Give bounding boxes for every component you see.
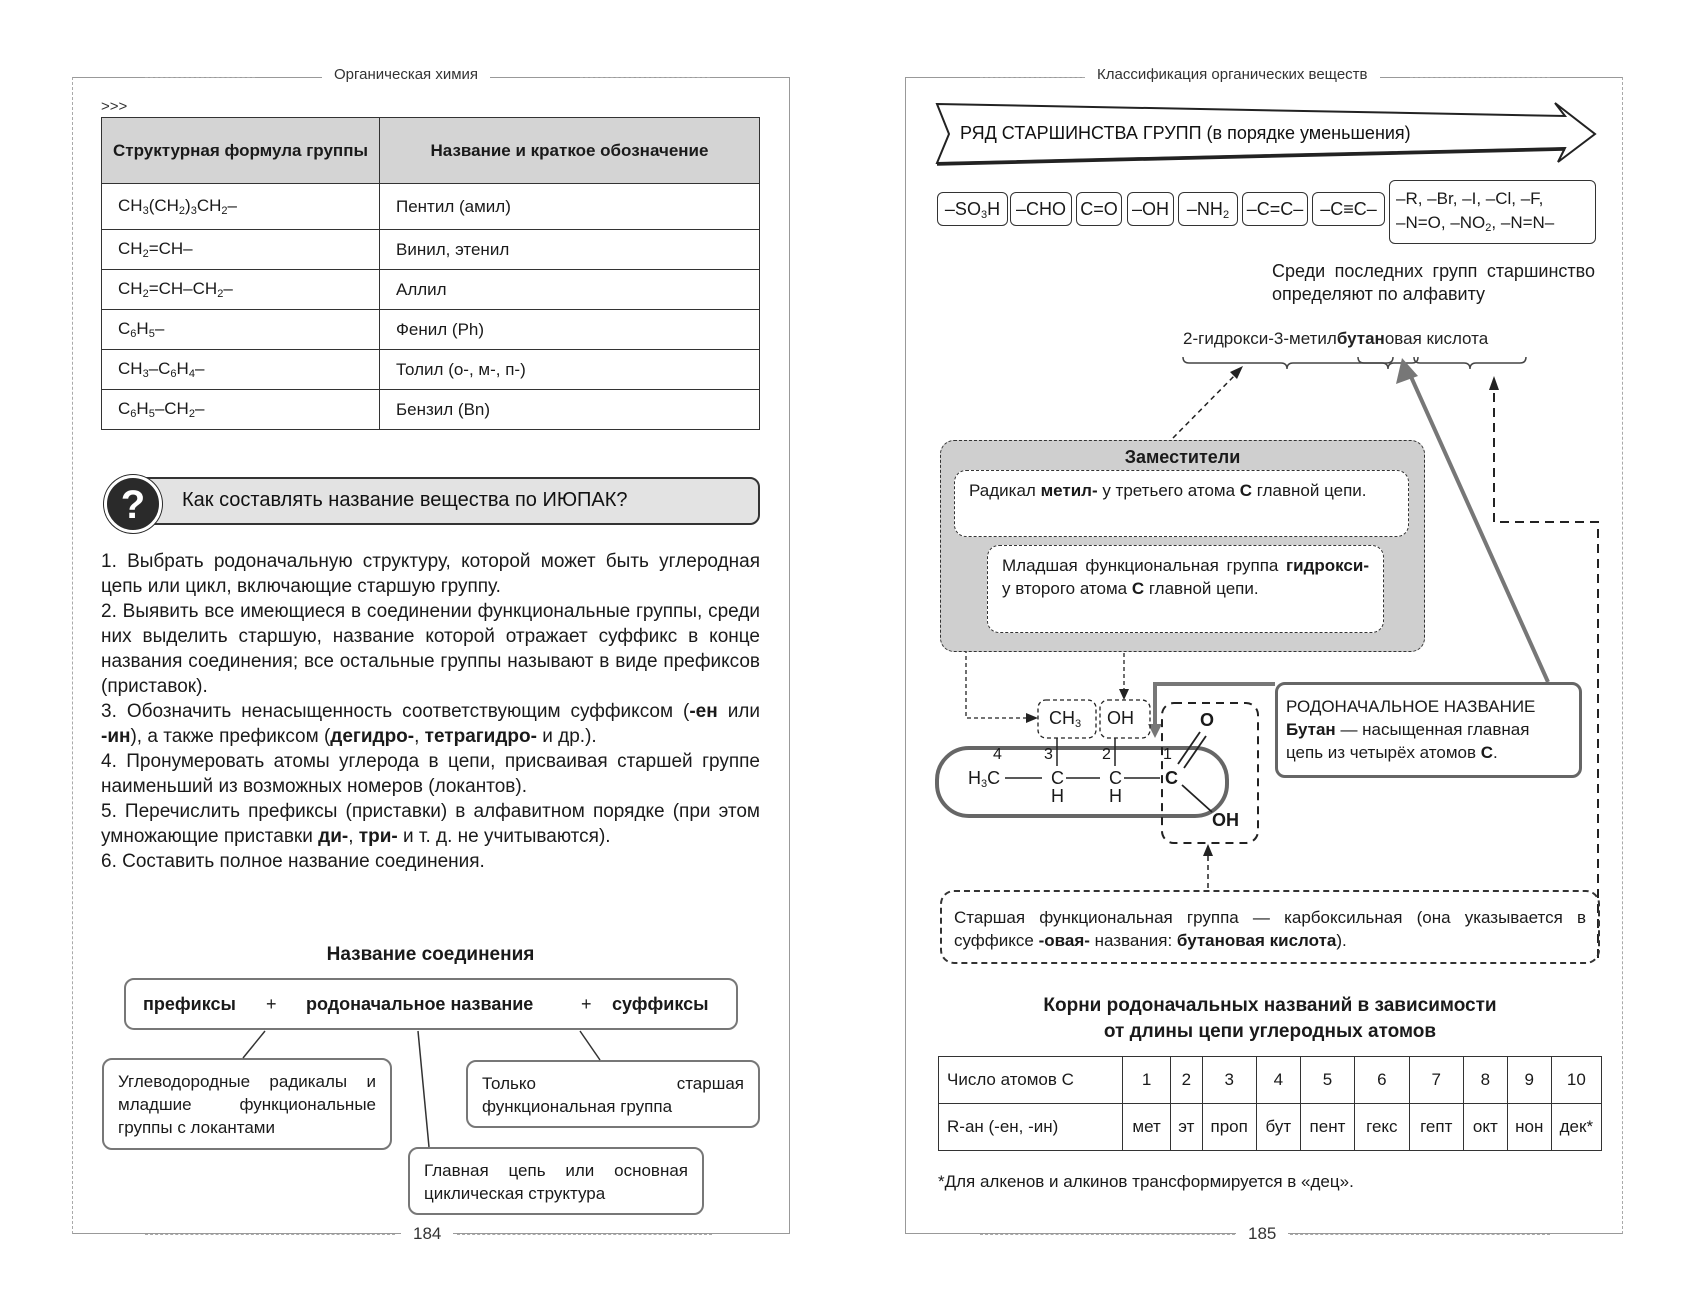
- hydrogen: H: [1109, 786, 1122, 806]
- roots-table: [938, 1056, 1602, 1151]
- senior-group-box: Старшая функциональная группа — карбоксильная (она указывается в суффиксе -овая- названия: бутановая кислота).: [940, 890, 1600, 964]
- root-name: бут: [1256, 1104, 1300, 1151]
- name-suffix: овая кислота: [1384, 329, 1489, 348]
- seniority-chip: –C≡C–: [1312, 192, 1385, 226]
- seniority-chip: C=O: [1076, 192, 1122, 226]
- chip-line: –R, –Br, –I, –Cl, –F,: [1396, 189, 1544, 208]
- group-name: Фенил (Ph): [380, 310, 760, 350]
- seniority-chip: –C=C–: [1242, 192, 1308, 226]
- step-item: 2. Выявить все имеющиеся в соединении функциональные группы, среди них выделить старшую, название которой отражает суффикс в конце названия соединения; все остальные группы называют в виде префиксов (приставок).: [101, 601, 760, 697]
- continuation-marker: >>>: [101, 98, 128, 115]
- carbonyl-oxygen: O: [1200, 710, 1215, 730]
- group-formula: $CH_2=CH-$: [102, 230, 380, 270]
- group-formula: $C_6H_5-$: [102, 310, 380, 350]
- locant-3: 3: [1044, 746, 1053, 763]
- formula-plus: +: [266, 994, 277, 1014]
- carbon-count: 2: [1171, 1057, 1202, 1104]
- h3c-group: $H_3C$: [968, 768, 1001, 790]
- seniority-chip: –CHO: [1010, 192, 1072, 226]
- roots-table-title: [940, 993, 1600, 1045]
- carbon-count: 6: [1355, 1057, 1409, 1104]
- step-item: 3. Обозначить ненасыщенность соответствующим суффиксом (-ен или -ин), а также префиксом (дегидро-, тетрагидро- и др.).: [101, 701, 761, 747]
- row-label: Число атомов С: [939, 1057, 1123, 1104]
- parent-name-box: [1275, 682, 1582, 778]
- root-name: нон: [1507, 1104, 1551, 1151]
- seniority-banner-text: РЯД СТАРШИНСТВА ГРУПП (в порядке уменьшения): [960, 123, 1411, 143]
- seniority-chip: $-SO_3H$: [937, 192, 1008, 226]
- carboxyl-oh: OH: [1212, 810, 1239, 830]
- seniority-chip-other-groups: [1389, 180, 1596, 244]
- group-formula: $C_6H_5-CH_2-$: [102, 390, 380, 430]
- carbon-count: 1: [1123, 1057, 1171, 1104]
- step-item: 5. Перечислить префиксы (приставки) в алфавитном порядке (при этом умножающие приставки ди-, три- и т. д. не учитываются).: [101, 801, 760, 847]
- group-formula: $CH_3-C_6H_4-$: [102, 350, 380, 390]
- running-head-right: Классификация органических веществ: [1085, 66, 1380, 83]
- group-name: Бензил (Bn): [380, 390, 760, 430]
- carbon-count: 8: [1463, 1057, 1507, 1104]
- methyl-substituent-box: Радикал метил- у третьего атома С главной цепи.: [954, 470, 1409, 537]
- running-head-left: Органическая химия: [322, 66, 490, 83]
- carbon-count: 7: [1409, 1057, 1463, 1104]
- step-item: 1. Выбрать родоначальную структуру, которой может быть углеродная цепь или цикл, включающие старшую группу.: [101, 551, 760, 597]
- root-name: окт: [1463, 1104, 1507, 1151]
- formula-prefixes: префиксы: [143, 994, 236, 1014]
- carbon-3: C: [1051, 768, 1064, 788]
- chip-line: –N=O, $-NO_2$, –N=N–: [1396, 213, 1555, 234]
- root-name: дек*: [1551, 1104, 1601, 1151]
- group-name: Винил, этенил: [380, 230, 760, 270]
- page-number-left: 184: [401, 1224, 453, 1244]
- locant-2: 2: [1102, 746, 1111, 763]
- group-formula: $CH_2=CH-CH_2-$: [102, 270, 380, 310]
- formula-suffixes: суффиксы: [612, 994, 709, 1014]
- ch3-group: $CH_3$: [1049, 708, 1082, 730]
- title-line: Корни родоначальных названий в зависимости: [1043, 995, 1497, 1016]
- prefixes-explanation-box: Углеводородные радикалы и младшие функциональные группы с локантами: [102, 1058, 392, 1150]
- carbon-count: 4: [1256, 1057, 1300, 1104]
- footnote: *Для алкенов и алкинов трансформируется в «дец».: [938, 1172, 1354, 1191]
- page-number-right: 185: [1236, 1224, 1288, 1244]
- name-root: бутан: [1336, 329, 1385, 348]
- root-name: мет: [1123, 1104, 1171, 1151]
- parent-name-body: Бутан — насыщенная главная цепь из четырёх атомов С.: [1286, 720, 1530, 762]
- group-name: Пентил (амил): [380, 184, 760, 230]
- table-header: Название и краткое обозначение: [380, 118, 760, 184]
- locant-4: 4: [993, 746, 1002, 763]
- oh-group: OH: [1107, 708, 1134, 728]
- root-name: пент: [1300, 1104, 1354, 1151]
- carbon-2: C: [1109, 768, 1122, 788]
- carbon-count: 10: [1551, 1057, 1601, 1104]
- step-item: 4. Пронумеровать атомы углерода в цепи, присваивая старшей группе наименьший из возможных номеров (локантов).: [101, 751, 760, 797]
- formula-plus: +: [581, 994, 592, 1014]
- root-name: эт: [1171, 1104, 1202, 1151]
- hydrogen: H: [1051, 786, 1064, 806]
- substituents-title: Заместители: [1124, 447, 1241, 467]
- divider: [1290, 1234, 1550, 1235]
- step-item: 6. Составить полное название соединения.: [101, 851, 485, 872]
- carbon-1: C: [1165, 768, 1178, 788]
- carbon-count: 3: [1202, 1057, 1256, 1104]
- parent-name-title: РОДОНАЧАЛЬНОЕ НАЗВАНИЕ: [1286, 697, 1536, 716]
- group-formula: $CH_3(CH_2)_3CH_2-$: [102, 184, 380, 230]
- seniority-chip: $-NH_2$: [1178, 192, 1238, 226]
- root-name: проп: [1202, 1104, 1256, 1151]
- root-name: гепт: [1409, 1104, 1463, 1151]
- locant-1: 1: [1163, 746, 1172, 763]
- divider: [980, 1234, 1240, 1235]
- example-compound-name: [1183, 329, 1488, 349]
- question-title: Как составлять название вещества по ИЮПАК?: [182, 489, 628, 511]
- group-name: Толил (о-, м-, п-): [380, 350, 760, 390]
- group-name: Аллил: [380, 270, 760, 310]
- suffixes-explanation-box: Только старшая функциональная группа: [466, 1060, 760, 1128]
- hydroxy-substituent-box: Младшая функциональная группа гидрокси- у второго атома С главной цепи.: [987, 545, 1384, 633]
- carbon-count: 5: [1300, 1057, 1354, 1104]
- alphabet-note: Среди последних групп старшинство определяют по алфавиту: [1272, 261, 1595, 304]
- row-label: R-ан (-ен, -ин): [939, 1104, 1123, 1151]
- compound-name-title: Название соединения: [326, 944, 535, 965]
- title-line: от длины цепи углеродных атомов: [1103, 1021, 1437, 1042]
- carbon-count: 9: [1507, 1057, 1551, 1104]
- name-prefix: 2-гидрокси-3-метил: [1183, 329, 1337, 348]
- seniority-chip: –OH: [1127, 192, 1174, 226]
- question-mark-icon: ?: [104, 475, 162, 533]
- table-header: Структурная формула группы: [102, 118, 380, 184]
- formula-root: родоначальное название: [306, 994, 534, 1014]
- root-explanation-box: Главная цепь или основная циклическая структура: [408, 1147, 704, 1215]
- root-name: гекс: [1355, 1104, 1409, 1151]
